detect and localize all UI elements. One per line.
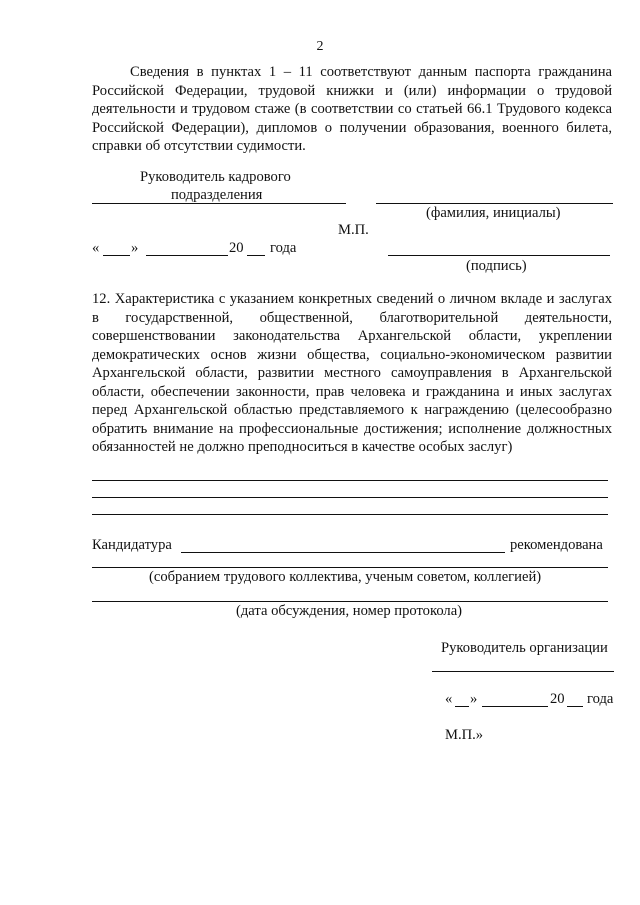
org-date-year-line	[567, 706, 583, 707]
candidacy-fill-line	[181, 552, 505, 553]
section-12-paragraph	[92, 290, 612, 457]
page-number: 2	[316, 39, 324, 54]
hr-signature-caption: (подпись)	[466, 258, 527, 274]
section-12-text: 12. Характеристика с указанием конкретных сведений о личном вкладе и заслугах в государственной, общественной, благотворительной деятельности, совершенствовании законодательства Архангельской области, укреплении демократических основ жизни общества, социально-экономическом развитии Архангельской области, развитии местного самоуправления в Архангельской области, обеспечении законности, прав человека и гражданина и иных заслугах перед Архангельской областью представляемого к награждению (целесообразно обратить внимание на профессиональные достижения; исполнение должностных обязанностей не должно преподноситься в качестве особых заслуг)	[92, 291, 612, 455]
hr-stamp: М.П.	[338, 222, 369, 238]
org-date-month-line	[482, 706, 548, 707]
candidacy-by-caption: (собранием трудового коллектива, ученым советом, коллегией)	[149, 569, 542, 585]
hr-date-day-line	[103, 255, 130, 256]
hr-date-close-quote: »	[131, 240, 139, 256]
hr-date-month-line	[146, 255, 228, 256]
candidacy-date-line	[92, 601, 608, 602]
org-date-day-line	[455, 706, 469, 707]
candidacy-recommended: рекомендована	[510, 537, 603, 553]
hr-head-name-line	[376, 203, 613, 204]
intro-paragraph-text: Сведения в пунктах 1 – 11 соответствуют данным паспорта гражданина Российской Федерации, трудовой книжки и (или) информации о трудовой деятельности и трудовом стаже (в соответствии со статьей 66.1 Трудового кодекса Российской Федерации), дипломов о получении образования, военного билета, справки об отсутствии судимости.	[92, 64, 612, 154]
candidacy-by-line	[92, 567, 608, 568]
hr-head-label-line1: Руководитель кадрового	[140, 169, 291, 185]
hr-name-caption: (фамилия, инициалы)	[426, 205, 561, 221]
org-date-open-quote: «	[445, 691, 453, 707]
hr-date-open-quote: «	[92, 240, 100, 256]
org-date-year-prefix: 20	[550, 691, 565, 707]
org-date-close-quote: »	[470, 691, 478, 707]
hr-date-year-suffix: года	[270, 240, 297, 256]
org-stamp: М.П.»	[445, 727, 484, 743]
section-12-fill-line-2	[92, 497, 608, 498]
section-12-fill-line-3	[92, 514, 608, 515]
org-head-label: Руководитель организации	[441, 640, 608, 656]
org-date-year-suffix: года	[587, 691, 614, 707]
section-12-fill-line-1	[92, 480, 608, 481]
intro-paragraph	[92, 63, 612, 156]
hr-date-year-prefix: 20	[229, 240, 244, 256]
org-head-signature-line	[432, 671, 614, 672]
hr-date-year-line	[247, 255, 265, 256]
candidacy-label: Кандидатура	[92, 537, 172, 553]
hr-head-position-line	[92, 203, 346, 204]
hr-head-label-line2: подразделения	[171, 187, 263, 203]
candidacy-date-caption: (дата обсуждения, номер протокола)	[236, 603, 463, 619]
hr-signature-line	[388, 255, 610, 256]
